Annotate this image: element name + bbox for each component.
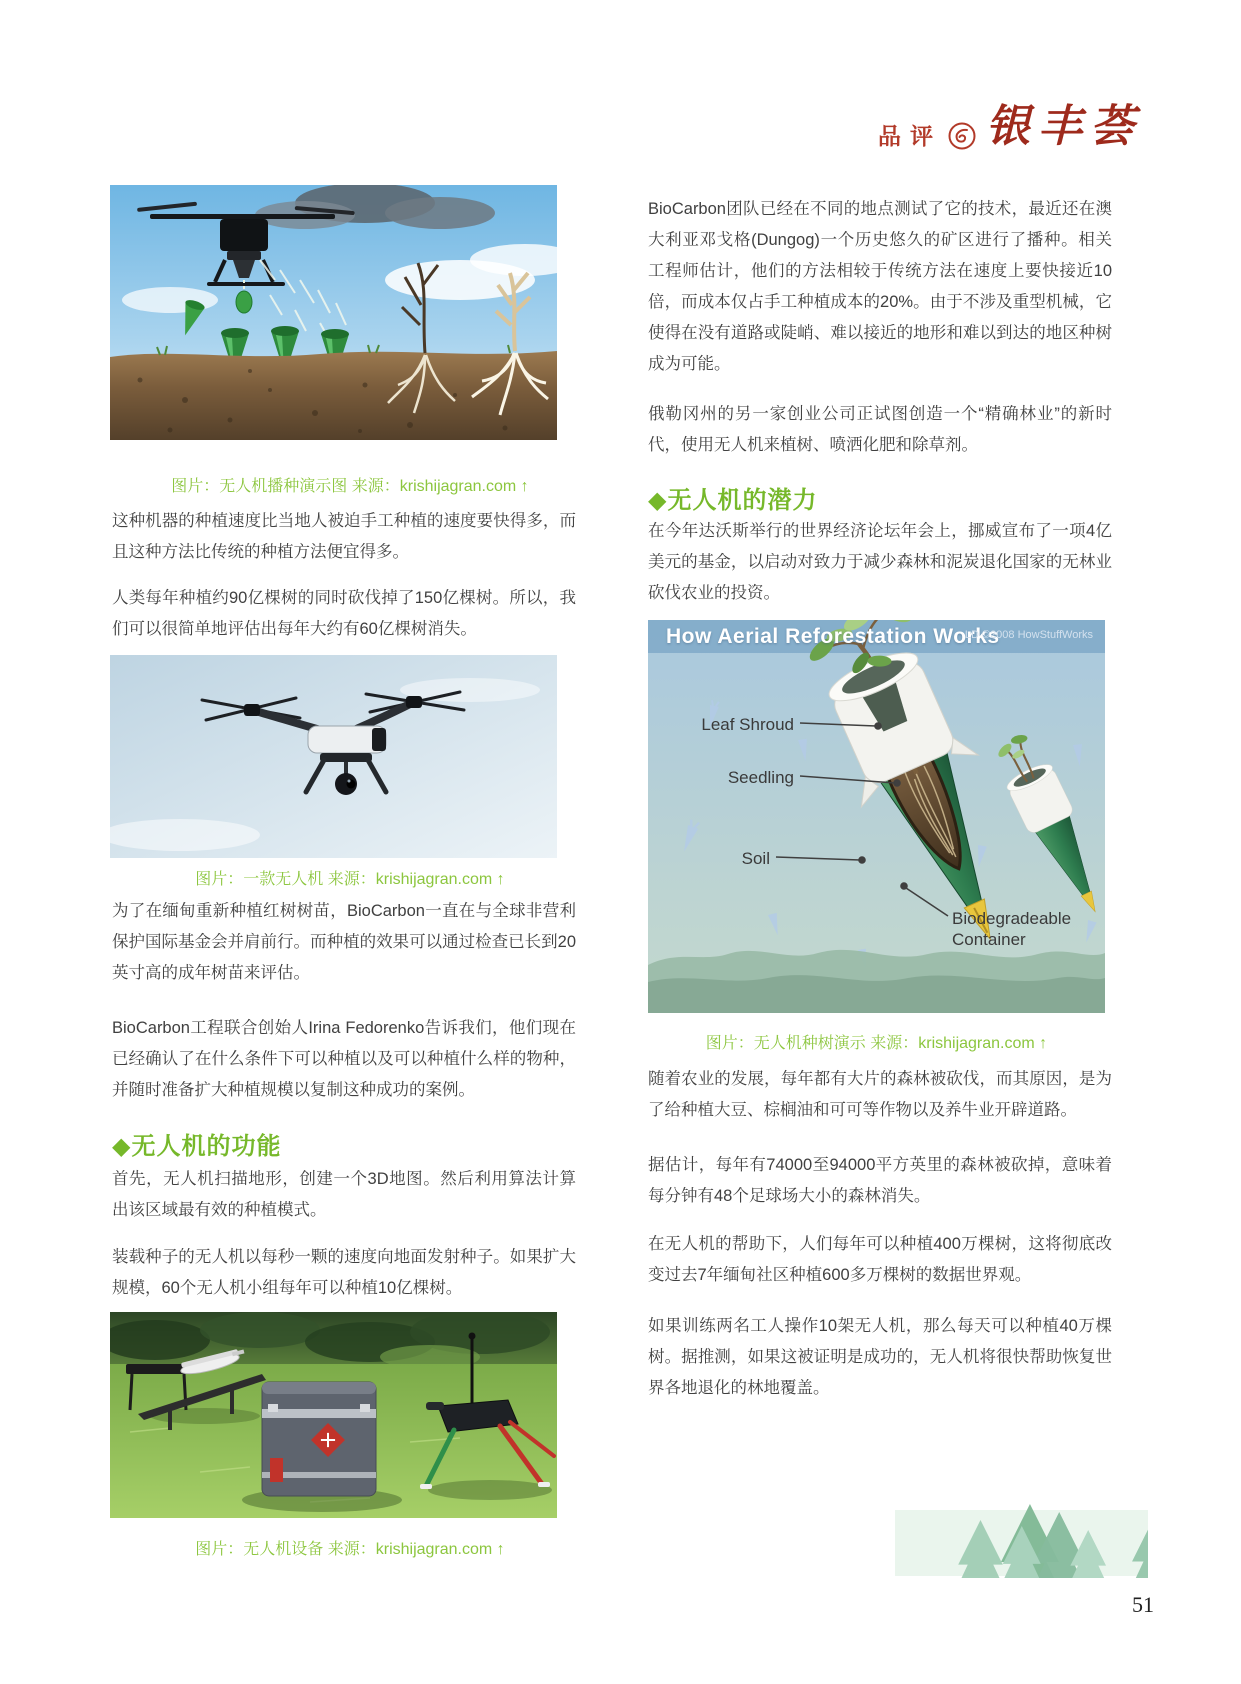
brand-logo: 银丰荟 xyxy=(986,102,1142,151)
paragraph-left-4: BioCarbon工程联合创始人Irina Fedorenko告诉我们，他们现在已经确认了在什么条件下可以种植以及可以种植什么样的物种，并随时准备扩大种植规模以复制这种成功的案例。 xyxy=(112,1019,576,1099)
page-number: 51 xyxy=(1132,1592,1154,1617)
paragraph-left-6: 装载种子的无人机以每秒一颗的速度向地面发射种子。如果扩大规模，60个无人机小组每年可以种植10亿棵树。 xyxy=(112,1248,576,1297)
paragraph-left-2: 人类每年种植约90亿棵树的同时砍伐掉了150亿棵树。所以，我们可以很简单地评估出每年大约有60亿棵树消失。 xyxy=(112,589,576,638)
paragraph-left-1: 这种机器的种植速度比当地人被迫手工种植的速度要快得多，而且这种方法比传统的种植方法便宜得多。 xyxy=(112,512,576,561)
label-biodegradeable-container: Biodegradeable Container xyxy=(952,909,1072,949)
label-seedling: Seedling xyxy=(727,768,794,787)
photo-drone-seeding xyxy=(110,185,557,440)
paragraph-right-6: 在无人机的帮助下，人们每年可以种植400万棵树，这将彻底改变过去7年缅甸社区种植600多万棵树的数据世界观。 xyxy=(648,1235,1112,1284)
section-tag: 品评 xyxy=(878,123,942,149)
swirl-icon xyxy=(946,120,978,157)
paragraph-right-7: 如果训练两名工人操作10架无人机，那么每天可以种植40万棵树。据推测，如果这被证明是成功的，无人机将很快帮助恢复世界各地退化的林地覆盖。 xyxy=(648,1317,1112,1397)
drone-illustration xyxy=(110,655,557,858)
paragraph-left-5: 首先，无人机扫描地形，创建一个3D地图。然后利用算法计算出该区域最有效的种植模式。 xyxy=(112,1170,576,1219)
paragraph-left-3: 为了在缅甸重新种植红树树苗，BioCarbon一直在与全球非营利保护国际基金会并肩前行。而种植的效果可以通过检查已长到20英寸高的成年树苗来评估。 xyxy=(112,902,576,982)
photo-drone-equipment xyxy=(110,1312,557,1518)
diagram-aerial-reforestation xyxy=(648,620,1105,1013)
flight-case-icon xyxy=(262,1382,376,1496)
paragraph-right-2: 俄勒冈州的另一家创业公司正试图创造一个“精确林业”的新时代，使用无人机来植树、喷洒化肥和除草剂。 xyxy=(648,405,1112,454)
label-soil: Soil xyxy=(741,849,770,868)
diagram-title: How Aerial Reforestation Works xyxy=(666,625,1000,648)
caption-photo-seeding: 图片：无人机播种演示图 来源：krishijagran.com ↑ xyxy=(171,478,529,495)
seed-dart-diagram xyxy=(648,620,1105,1013)
caption-photo-drone: 图片：一款无人机 来源：krishijagran.com ↑ xyxy=(195,871,505,888)
drone-seeding-illustration xyxy=(110,185,557,440)
pine-forest-icon xyxy=(605,1406,1148,1578)
paragraph-right-5: 据估计，每年有74000至94000平方英里的森林被砍掉，意味着每分钟有48个足球场大小的森林消失。 xyxy=(648,1156,1112,1205)
paragraph-right-3: 在今年达沃斯举行的世界经济论坛年会上，挪威宣布了一项4亿美元的基金，以启动对致力于减少森林和泥炭退化国家的无林业砍伐农业的投资。 xyxy=(648,522,1112,602)
caption-photo-equipment: 图片：无人机设备 来源：krishijagran.com ↑ xyxy=(195,1541,505,1558)
paragraph-right-1: BioCarbon团队已经在不同的地点测试了它的技术，最近还在澳大利亚邓戈格(Dungog)一个历史悠久的矿区进行了播种。相关工程师估计，他们的方法相较于传统方法在速度上要快接近10倍，而成本仅占手工种植成本的20%。由于不涉及重型机械，它使得在没有道路或陡峭、难以接近的地形和难以到达的地区种树成为可能。 xyxy=(648,200,1112,373)
paragraph-right-4: 随着农业的发展，每年都有大片的森林被砍伐，而其原因，是为了给种植大豆、棕榈油和可可等作物以及养牛业开辟道路。 xyxy=(648,1070,1112,1119)
heading-drone-function: ◆无人机的功能 xyxy=(112,1133,282,1160)
caption-diagram: 图片：无人机种树演示 来源：krishijagran.com ↑ xyxy=(705,1035,1048,1052)
forest-illustration xyxy=(605,1406,1148,1578)
label-leaf-shroud: Leaf Shroud xyxy=(701,715,794,734)
equipment-illustration xyxy=(110,1312,557,1518)
photo-drone xyxy=(110,655,557,858)
diagram-credit: LD ©2008 HowStuffWorks xyxy=(964,629,1093,641)
heading-drone-potential: ◆无人机的潜力 xyxy=(648,487,818,514)
